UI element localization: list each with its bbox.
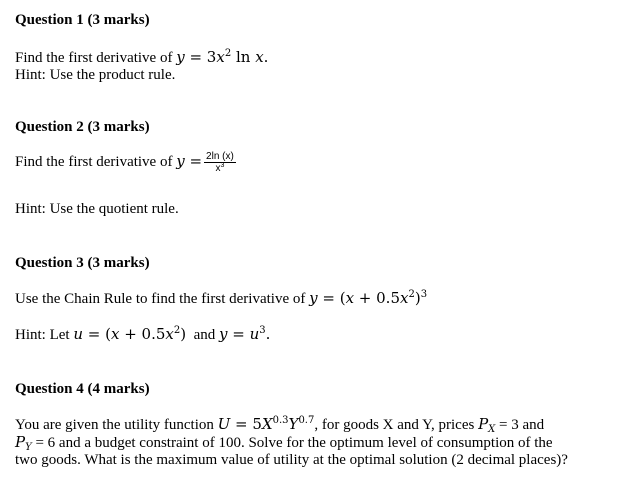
q2-fraction <box>204 151 236 174</box>
q2-prompt-text: Find the first derivative of <box>15 153 177 170</box>
q2-prompt <box>15 151 236 174</box>
q3-prompt-text: Use the Chain Rule to find the first derivative of <box>15 291 310 307</box>
q4-line-1: You are given the utility function $U = 5X^{0.3}Y^{0.7}$, for goods X and Y, prices $P_X = 3$ and <box>15 415 545 435</box>
q2-hint: Hint: Use the quotient rule. <box>15 201 179 217</box>
q2-numerator: 2ln (x) <box>206 151 234 162</box>
q2-denominator: $x^3$ <box>215 162 225 174</box>
q2-heading: Question 2 (3 marks) <box>15 119 150 135</box>
q1-prompt-text: Find the first derivative of <box>15 50 177 66</box>
q4-heading: Question 4 (4 marks) <box>15 381 150 397</box>
q3-hint: Hint: Let $u = (x + 0.5x^2)$ and $y = u^3$. <box>15 325 271 343</box>
q1-hint: Hint: Use the product rule. <box>15 67 176 83</box>
q1-heading: Question 1 (3 marks) <box>15 12 150 28</box>
q3-hint-prefix: Hint: Let <box>15 327 74 343</box>
q3-prompt <box>15 289 427 308</box>
q4-line-2: $P_Y = 6$ and a budget constraint of 100. Solve for the optimum level of consumption of the <box>15 433 553 453</box>
q2-equation: y = <box>176 151 203 170</box>
q1-equation: $y = 3x^2$ ln x. <box>176 48 269 66</box>
q3-equation: $y = (x + 0.5x^2)^3$ <box>309 289 428 307</box>
q3-heading: Question 3 (3 marks) <box>15 255 150 271</box>
q3-hint-equation: $u = (x + 0.5x^2)$ <box>73 325 187 343</box>
q1-prompt <box>15 48 268 67</box>
q4-line-3: two goods. What is the maximum value of utility at the optimal solution (2 decimal places)? <box>15 452 568 468</box>
